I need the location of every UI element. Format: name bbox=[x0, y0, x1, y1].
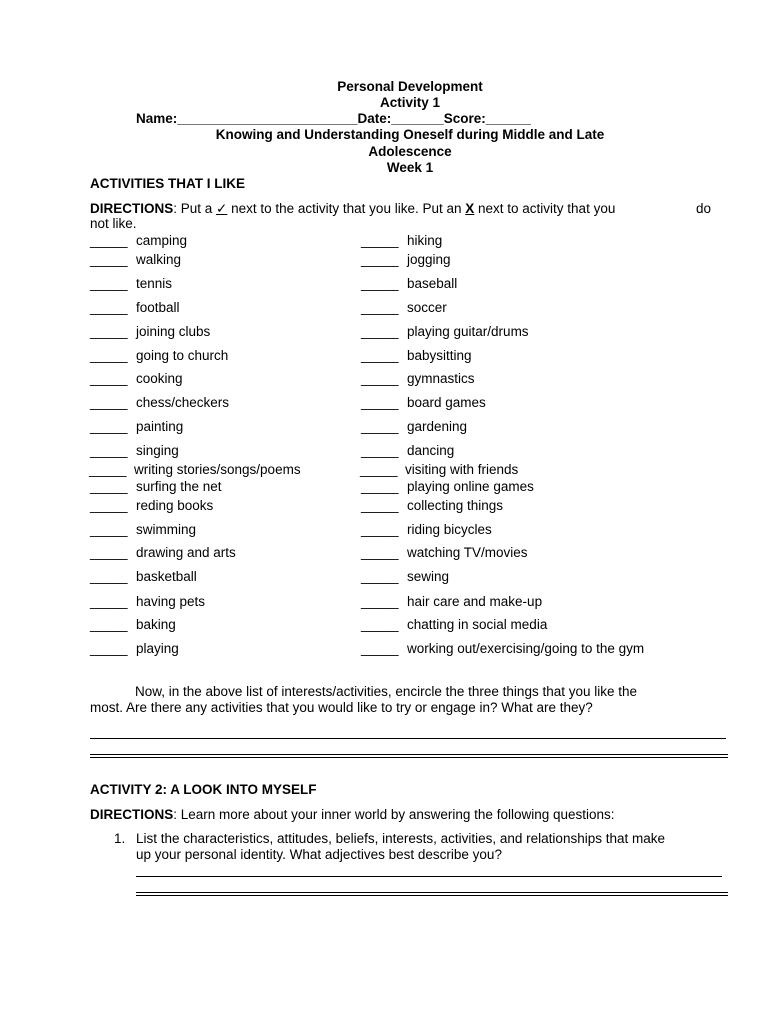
activity-blank[interactable]: _____ bbox=[361, 324, 399, 339]
answer-line[interactable] bbox=[136, 892, 728, 893]
directions-text-e: not like. bbox=[90, 216, 137, 231]
activity-label: having pets bbox=[136, 594, 206, 609]
check-mark-icon: ✓ bbox=[216, 201, 228, 216]
activity-label: writing stories/songs/poems bbox=[134, 462, 301, 477]
activity-blank[interactable]: _____ bbox=[361, 498, 399, 513]
activity-blank[interactable]: _____ bbox=[90, 371, 128, 386]
activity-label: joining clubs bbox=[136, 324, 211, 339]
activity-label: reding books bbox=[136, 498, 214, 513]
activity-blank[interactable]: _____ bbox=[89, 462, 127, 477]
answer-line[interactable] bbox=[90, 757, 728, 758]
activity-blank[interactable]: _____ bbox=[361, 569, 399, 584]
activity-label: cooking bbox=[136, 371, 183, 386]
activity-blank[interactable]: _____ bbox=[361, 479, 399, 494]
followup-line-2: most. Are there any activities that you would like to try or engage in? What are they? bbox=[90, 700, 593, 715]
topic-line-2: Adolescence bbox=[368, 144, 452, 159]
activity-blank[interactable]: _____ bbox=[90, 522, 128, 537]
activity-blank[interactable]: _____ bbox=[361, 594, 399, 609]
week-label: Week 1 bbox=[386, 160, 434, 175]
section1-directions bbox=[90, 201, 615, 217]
activity-blank[interactable]: _____ bbox=[361, 233, 399, 248]
activity-blank[interactable]: _____ bbox=[90, 324, 128, 339]
directions-text-a: : Put a bbox=[173, 201, 217, 216]
activity-label: going to church bbox=[136, 348, 229, 363]
question-number: 1. bbox=[114, 831, 126, 846]
answer-line[interactable] bbox=[90, 738, 726, 739]
activity-label: playing bbox=[136, 641, 179, 656]
activity-blank[interactable]: _____ bbox=[361, 641, 399, 656]
activity-label: camping bbox=[136, 233, 188, 248]
activity-title: Activity 1 bbox=[379, 95, 441, 110]
activity-label: sewing bbox=[407, 569, 450, 584]
activity-label: walking bbox=[136, 252, 182, 267]
activity-blank[interactable]: _____ bbox=[90, 276, 128, 291]
activity-label: baseball bbox=[407, 276, 458, 291]
subject-title: Personal Development bbox=[337, 79, 483, 94]
activity-blank[interactable]: _____ bbox=[90, 569, 128, 584]
activity-label: gymnastics bbox=[407, 371, 475, 386]
activity-label: football bbox=[136, 300, 180, 315]
activity-blank[interactable]: _____ bbox=[361, 348, 399, 363]
x-mark: X bbox=[465, 201, 475, 216]
activity-label: babysitting bbox=[407, 348, 472, 363]
activity-label: riding bicycles bbox=[407, 522, 492, 537]
activity-label: chatting in social media bbox=[407, 617, 548, 632]
activity-blank[interactable]: _____ bbox=[361, 371, 399, 386]
activity-label: painting bbox=[136, 419, 184, 434]
activity-label: soccer bbox=[407, 300, 447, 315]
activity-blank[interactable]: _____ bbox=[90, 498, 128, 513]
activity-blank[interactable]: _____ bbox=[361, 395, 399, 410]
activity-blank[interactable]: _____ bbox=[90, 395, 128, 410]
activity-label: playing guitar/drums bbox=[407, 324, 529, 339]
activity-blank[interactable]: _____ bbox=[90, 300, 128, 315]
activity-label: gardening bbox=[407, 419, 468, 434]
activity-blank[interactable]: _____ bbox=[361, 300, 399, 315]
activity-label: singing bbox=[136, 443, 179, 458]
activity-label: working out/exercising/going to the gym bbox=[407, 641, 645, 656]
activity-blank[interactable]: _____ bbox=[90, 419, 128, 434]
answer-line[interactable] bbox=[90, 754, 728, 755]
directions-label: DIRECTIONS bbox=[90, 807, 174, 822]
activity-label: tennis bbox=[136, 276, 173, 291]
name-date-score-line: Name:________________________Date:_______Score:______ bbox=[136, 111, 531, 126]
directions-text-b: next to the activity that you like. Put an bbox=[227, 201, 466, 216]
activity-label: surfing the net bbox=[136, 479, 222, 494]
activity-label: dancing bbox=[407, 443, 455, 458]
activity-label: board games bbox=[407, 395, 486, 410]
activity-blank[interactable]: _____ bbox=[361, 617, 399, 632]
question-1-line-2: up your personal identity. What adjectives best describe you? bbox=[136, 847, 502, 862]
activity-label: hair care and make-up bbox=[407, 594, 543, 609]
activity-label: baking bbox=[136, 617, 176, 632]
activity-label: hiking bbox=[407, 233, 443, 248]
activity-label: jogging bbox=[407, 252, 451, 267]
activity-label: watching TV/movies bbox=[407, 545, 528, 560]
activity-label: drawing and arts bbox=[136, 545, 236, 560]
activity-blank[interactable]: _____ bbox=[90, 641, 128, 656]
activity-blank[interactable]: _____ bbox=[361, 252, 399, 267]
directions-text-d: do bbox=[696, 201, 712, 216]
activity-label: collecting things bbox=[407, 498, 504, 513]
topic-line-1: Knowing and Understanding Oneself during Middle and Late bbox=[215, 127, 605, 142]
directions-text: : Learn more about your inner world by answering the following questions: bbox=[173, 807, 615, 822]
activity-blank[interactable]: _____ bbox=[361, 419, 399, 434]
followup-line-1: Now, in the above list of interests/activities, encircle the three things that you like the bbox=[135, 684, 638, 699]
answer-line[interactable] bbox=[136, 876, 722, 877]
section2-directions bbox=[90, 807, 615, 822]
activity-blank[interactable]: _____ bbox=[90, 233, 128, 248]
activity-blank[interactable]: _____ bbox=[361, 276, 399, 291]
activity-label: chess/checkers bbox=[136, 395, 230, 410]
activity-blank[interactable]: _____ bbox=[90, 545, 128, 560]
activity-blank[interactable]: _____ bbox=[361, 522, 399, 537]
activity-blank[interactable]: _____ bbox=[90, 348, 128, 363]
activity-blank[interactable]: _____ bbox=[90, 594, 128, 609]
directions-text-c: next to activity that you bbox=[474, 201, 616, 216]
activity-label: visiting with friends bbox=[405, 462, 519, 477]
activity-label: playing online games bbox=[407, 479, 534, 494]
activity-blank[interactable]: _____ bbox=[90, 443, 128, 458]
activity-label: swimming bbox=[136, 522, 197, 537]
section1-heading: ACTIVITIES THAT I LIKE bbox=[90, 176, 245, 191]
activity-blank[interactable]: _____ bbox=[360, 462, 398, 477]
directions-label: DIRECTIONS bbox=[90, 201, 174, 216]
activity-blank[interactable]: _____ bbox=[90, 479, 128, 494]
activity-blank[interactable]: _____ bbox=[90, 617, 128, 632]
section2-heading: ACTIVITY 2: A LOOK INTO MYSELF bbox=[90, 782, 317, 797]
activity-blank[interactable]: _____ bbox=[90, 252, 128, 267]
answer-line[interactable] bbox=[136, 895, 728, 896]
question-1-line-1: List the characteristics, attitudes, beliefs, interests, activities, and relationships that make bbox=[136, 831, 665, 846]
activity-blank[interactable]: _____ bbox=[361, 545, 399, 560]
activity-blank[interactable]: _____ bbox=[361, 443, 399, 458]
activity-label: basketball bbox=[136, 569, 197, 584]
